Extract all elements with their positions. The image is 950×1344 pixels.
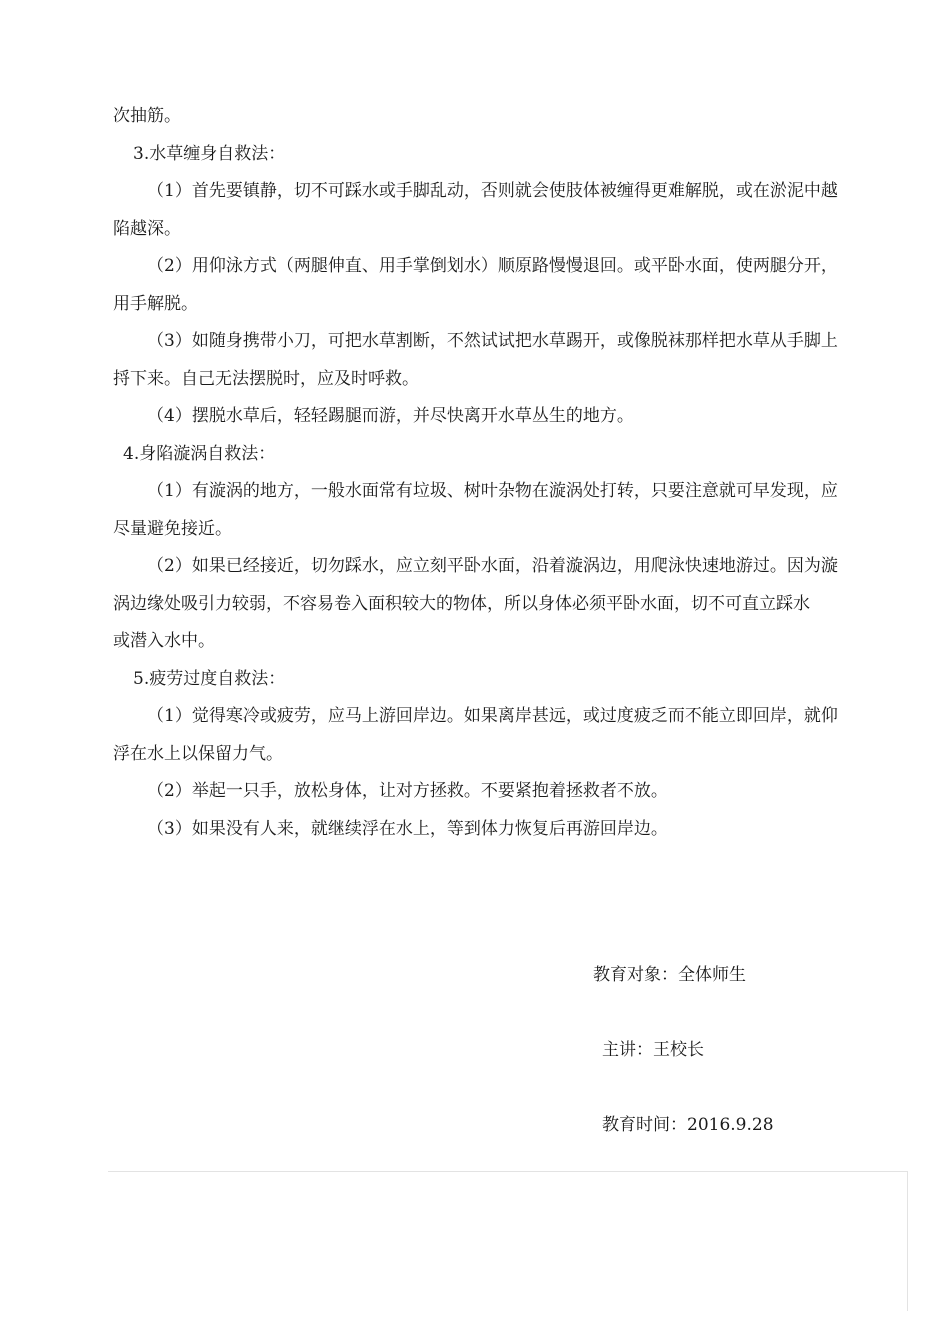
section-3-item-4: （4）摆脱水草后，轻轻踢腿而游，并尽快离开水草丛生的地方。 (147, 406, 634, 426)
section-5-item-2: （2）举起一只手，放松身体，让对方拯救。不要紧抱着拯救者不放。 (147, 781, 668, 801)
section-4-item-2-cont-2: 或潜入水中。 (113, 631, 215, 651)
lead-line: 次抽筋。 (113, 106, 181, 126)
section-5-item-3: （3）如果没有人来，就继续浮在水上，等到体力恢复后再游回岸边。 (147, 818, 668, 839)
meta-audience: 教育对象：全体师生 (593, 965, 746, 985)
document-body (113, 98, 908, 848)
section-heading-fatigue: 5.疲劳过度自救法： (133, 668, 286, 689)
section-3-item-2: （2）用仰泳方式（两腿伸直、用手掌倒划水）顺原路慢慢退回。或平卧水面，使两腿分开， (147, 256, 838, 276)
section-3-item-2-cont: 用手解脱。 (113, 293, 198, 314)
section-5-item-1-cont: 浮在水上以保留力气。 (113, 743, 283, 764)
section-4-item-2: （2）如果已经接近，切勿踩水，应立刻平卧水面，沿着漩涡边，用爬泳快速地游过。因为漩 (147, 556, 838, 576)
page-frame-top-line (108, 1171, 908, 1172)
section-heading-whirlpool: 4.身陷漩涡自救法： (123, 443, 276, 464)
section-3-item-1: （1）首先要镇静，切不可踩水或手脚乱动，否则就会使肢体被缠得更难解脱，或在淤泥中越 (147, 181, 838, 201)
meta-speaker: 主讲：王校长 (602, 1040, 704, 1060)
section-5-item-1: （1）觉得寒冷或疲劳，应马上游回岸边。如果离岸甚远，或过度疲乏而不能立即回岸，就仰 (147, 706, 838, 726)
section-4-item-2-cont: 涡边缘处吸引力较弱，不容易卷入面积较大的物体，所以身体必须平卧水面，切不可直立踩水 (113, 593, 810, 614)
section-3-item-3: （3）如随身携带小刀，可把水草割断，不然试试把水草踢开，或像脱袜那样把水草从手脚上 (147, 331, 838, 351)
page-frame-right-line (907, 1171, 908, 1311)
section-3-item-1-cont: 陷越深。 (113, 218, 181, 239)
section-4-item-1-cont: 尽量避免接近。 (113, 518, 232, 539)
meta-date: 教育时间：2016.9.28 (602, 1115, 774, 1135)
section-heading-water-weeds: 3.水草缠身自救法： (133, 143, 286, 164)
section-4-item-1: （1）有漩涡的地方，一般水面常有垃圾、树叶杂物在漩涡处打转，只要注意就可早发现，应 (147, 481, 838, 501)
section-3-item-3-cont: 捋下来。自己无法摆脱时，应及时呼救。 (113, 368, 419, 389)
